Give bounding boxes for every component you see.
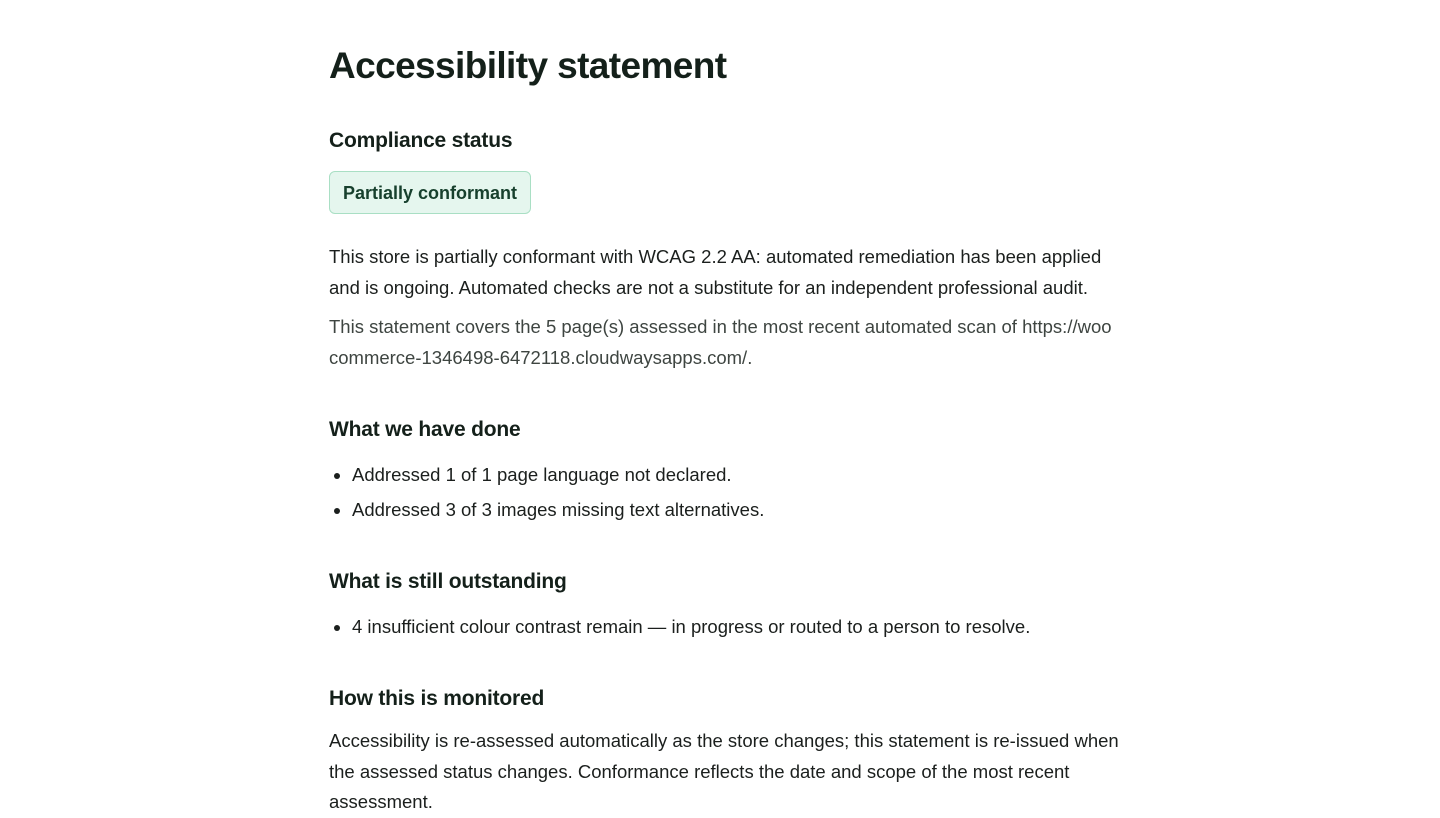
outstanding-heading: What is still outstanding (329, 570, 567, 593)
list-item: • 4 insufficient colour contrast remain — in progress or routed to a person to resolve. (352, 609, 1119, 644)
outstanding-section (329, 569, 1119, 644)
compliance-section (329, 128, 1119, 373)
monitoring-section (329, 686, 1119, 818)
monitoring-heading: How this is monitored (329, 687, 545, 710)
compliance-heading: Compliance status (329, 129, 513, 152)
statement-page (329, 44, 1119, 818)
done-list (329, 457, 1119, 527)
list-item: • Addressed 1 of 1 page language not declared. (352, 457, 1119, 492)
scope-text (329, 311, 1119, 373)
done-heading: What we have done (329, 418, 521, 441)
list-item: • Addressed 3 of 3 images missing text alternatives. (352, 492, 1119, 527)
scope-suffix: . (747, 347, 753, 368)
compliance-summary: This store is partially conformant with WCAG 2.2 AA: automated remediation has been applied and is ongoing. Automated checks are not a substitute for an independent professional audit. (329, 246, 1102, 298)
outstanding-list (329, 609, 1119, 644)
page-title: Accessibility statement (329, 45, 727, 86)
scope-prefix: This statement covers the 5 page(s) assessed in the most recent automated scan of (329, 316, 1023, 337)
monitoring-text: Accessibility is re-assessed automatically as the store changes; this statement is re-issued when the assessed status changes. Conformance reflects the date and scope of the most recent assessment. (329, 730, 1119, 812)
scope-url: https://woocommerce-1346498-6472118.cloudwaysapps.com/ (329, 316, 1112, 368)
status-badge: Partially conformant (329, 171, 531, 214)
done-section (329, 417, 1119, 527)
